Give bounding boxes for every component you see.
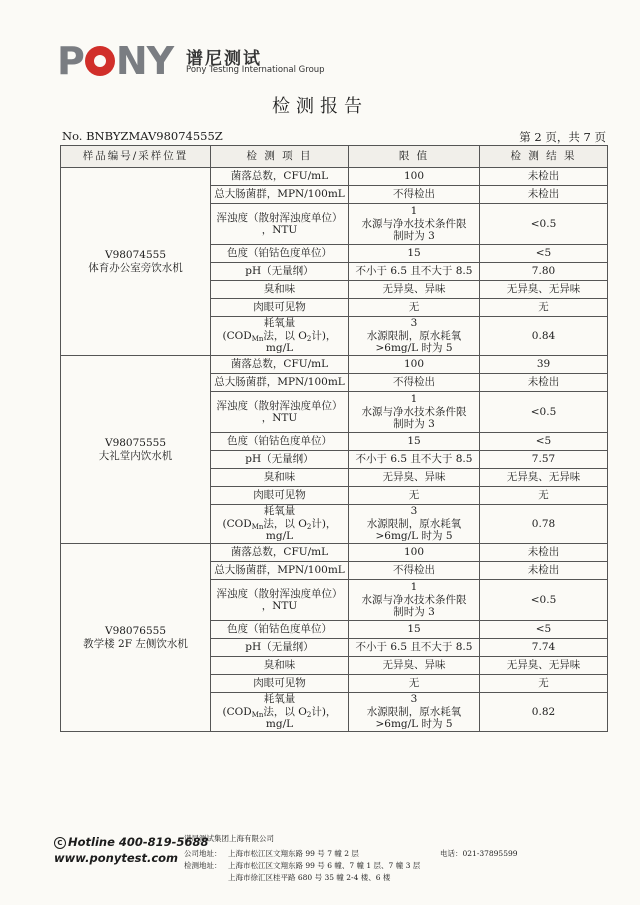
logo-letters-ny: NY bbox=[115, 39, 174, 83]
logo-circle-icon bbox=[85, 46, 115, 76]
limit-value: 不小于 6.5 且不大于 8.5 bbox=[355, 641, 473, 654]
item-name-line1: 浑浊度（散射浑浊度单位） bbox=[216, 211, 343, 224]
result-cell: <0.5 bbox=[480, 204, 608, 245]
limit-cell bbox=[349, 675, 480, 693]
page-title: 检测报告 bbox=[272, 96, 368, 117]
result-cell: <5 bbox=[480, 433, 608, 451]
limit-cell bbox=[349, 562, 480, 580]
item-cell bbox=[211, 675, 349, 693]
limit-value: 100 bbox=[403, 358, 425, 371]
limit-line3: 制时为 3 bbox=[393, 606, 435, 619]
limit-line2: 水源与净水技术条件限 bbox=[361, 593, 467, 606]
limit-value: 不得检出 bbox=[393, 376, 435, 389]
result-cell: 未检出 bbox=[480, 186, 608, 204]
sample-code: V98074555 bbox=[104, 249, 167, 261]
limit-cell bbox=[349, 544, 480, 562]
item-name-line2: ($COD_{Mn}$法，以 $O_2$计)，mg/L bbox=[222, 329, 337, 355]
item-name-line2: ($COD_{Mn}$法，以 $O_2$计)，mg/L bbox=[222, 517, 337, 543]
limit-value: 15 bbox=[407, 623, 421, 636]
result-cell: 7.74 bbox=[480, 639, 608, 657]
limit-value: 不小于 6.5 且不大于 8.5 bbox=[355, 265, 473, 278]
limit-cell bbox=[349, 204, 480, 245]
company-name: 谱尼测试集团上海有限公司 bbox=[184, 834, 274, 843]
brand-name-en: Pony Testing International Group bbox=[186, 65, 325, 75]
limit-cell bbox=[349, 469, 480, 487]
limit-value: 100 bbox=[403, 170, 425, 183]
limit-line3: >6mg/L 时为 5 bbox=[375, 342, 453, 355]
limit-line2: 水源与净水技术条件限 bbox=[361, 217, 467, 230]
item-name: 臭和味 bbox=[263, 659, 296, 672]
table-row bbox=[61, 168, 608, 186]
item-name-line1: 耗氧量 bbox=[263, 693, 296, 706]
hotline-text: Hotline 400-819-5688 bbox=[68, 835, 209, 849]
item-cell bbox=[211, 299, 349, 317]
item-name-line2: ，NTU bbox=[261, 224, 298, 236]
limit-cell bbox=[349, 281, 480, 299]
limit-cell bbox=[349, 433, 480, 451]
item-name-line2: ，NTU bbox=[261, 412, 298, 424]
limit-line3: >6mg/L 时为 5 bbox=[375, 530, 453, 543]
result-cell: <0.5 bbox=[480, 392, 608, 433]
item-cell bbox=[211, 639, 349, 657]
item-name: 菌落总数，CFU/mL bbox=[230, 170, 329, 183]
item-cell bbox=[211, 487, 349, 505]
limit-line2: 水源限制，原水耗氧 bbox=[366, 705, 462, 718]
limit-value: 无异臭、异味 bbox=[382, 659, 446, 672]
result-cell: 0.84 bbox=[480, 317, 608, 356]
header-result: 检 测 结 果 bbox=[480, 146, 608, 168]
result-cell: 0.78 bbox=[480, 505, 608, 544]
item-cell bbox=[211, 317, 349, 356]
limit-value: 无异臭、异味 bbox=[382, 283, 446, 296]
limit-cell bbox=[349, 580, 480, 621]
item-cell bbox=[211, 657, 349, 675]
limit-value: 100 bbox=[403, 546, 425, 559]
limit-value: 无 bbox=[408, 489, 420, 502]
item-cell bbox=[211, 505, 349, 544]
item-name-line1: 浑浊度（散射浑浊度单位） bbox=[216, 399, 343, 412]
results-table bbox=[60, 145, 608, 732]
item-name: 菌落总数，CFU/mL bbox=[230, 358, 329, 371]
limit-cell bbox=[349, 374, 480, 392]
result-cell: 未检出 bbox=[480, 562, 608, 580]
sample-cell bbox=[61, 168, 211, 356]
phone: 电话：021-37895599 bbox=[440, 849, 518, 858]
result-cell: 未检出 bbox=[480, 374, 608, 392]
item-name: 肉眼可见物 bbox=[253, 301, 306, 314]
item-name: pH（无量纲） bbox=[245, 641, 314, 654]
company-address: 上海市松江区文翔东路 99 号 7 幢 2 层 bbox=[228, 849, 359, 858]
result-cell: <5 bbox=[480, 621, 608, 639]
result-cell: 未检出 bbox=[480, 168, 608, 186]
limit-line1: 3 bbox=[410, 317, 418, 330]
limit-cell bbox=[349, 693, 480, 732]
limit-line1: 3 bbox=[410, 505, 418, 518]
item-cell bbox=[211, 469, 349, 487]
result-cell: 0.82 bbox=[480, 693, 608, 732]
limit-line3: 制时为 3 bbox=[393, 418, 435, 431]
sample-location: 大礼堂内饮水机 bbox=[98, 449, 173, 462]
limit-line1: 1 bbox=[410, 393, 418, 406]
logo-letter-p: P bbox=[57, 39, 84, 83]
item-name-line1: 耗氧量 bbox=[263, 505, 296, 518]
limit-cell bbox=[349, 263, 480, 281]
limit-cell bbox=[349, 186, 480, 204]
limit-cell bbox=[349, 487, 480, 505]
item-name-line1: 耗氧量 bbox=[263, 317, 296, 330]
item-cell bbox=[211, 562, 349, 580]
limit-cell bbox=[349, 657, 480, 675]
limit-line2: 水源限制，原水耗氧 bbox=[366, 517, 462, 530]
limit-line3: >6mg/L 时为 5 bbox=[375, 718, 453, 731]
limit-cell bbox=[349, 356, 480, 374]
result-cell: 7.80 bbox=[480, 263, 608, 281]
item-name: 臭和味 bbox=[263, 471, 296, 484]
table-row bbox=[61, 356, 608, 374]
item-name: 肉眼可见物 bbox=[253, 677, 306, 690]
item-cell bbox=[211, 433, 349, 451]
item-cell bbox=[211, 392, 349, 433]
limit-cell bbox=[349, 451, 480, 469]
lab-address-1: 上海市松江区文翔东路 99 号 6 幢、7 幢 1 层、7 幢 3 层 bbox=[228, 861, 421, 870]
limit-cell bbox=[349, 505, 480, 544]
item-name: 总大肠菌群，MPN/100mL bbox=[214, 188, 345, 201]
item-cell bbox=[211, 204, 349, 245]
header-limit: 限 值 bbox=[349, 146, 480, 168]
sample-code: V98076555 bbox=[104, 625, 167, 637]
limit-line2: 水源限制，原水耗氧 bbox=[366, 329, 462, 342]
sample-cell bbox=[61, 544, 211, 732]
item-cell bbox=[211, 580, 349, 621]
limit-cell bbox=[349, 392, 480, 433]
limit-cell bbox=[349, 317, 480, 356]
logo-wordmark bbox=[57, 39, 174, 83]
result-cell: 无 bbox=[480, 487, 608, 505]
sample-location: 教学楼 2F 左侧饮水机 bbox=[83, 637, 188, 650]
table-body bbox=[61, 168, 608, 732]
limit-line2: 水源与净水技术条件限 bbox=[361, 405, 467, 418]
item-cell bbox=[211, 693, 349, 732]
item-cell bbox=[211, 186, 349, 204]
result-cell: 无 bbox=[480, 299, 608, 317]
item-cell bbox=[211, 621, 349, 639]
limit-value: 无 bbox=[408, 677, 420, 690]
item-name: 臭和味 bbox=[263, 283, 296, 296]
item-name-line2: ($COD_{Mn}$法，以 $O_2$计)，mg/L bbox=[222, 705, 337, 731]
limit-cell bbox=[349, 621, 480, 639]
item-cell bbox=[211, 168, 349, 186]
result-cell: 无异臭、无异味 bbox=[480, 657, 608, 675]
item-name: pH（无量纲） bbox=[245, 265, 314, 278]
result-cell: 无异臭、无异味 bbox=[480, 469, 608, 487]
item-name: 菌落总数，CFU/mL bbox=[230, 546, 329, 559]
table-row bbox=[61, 544, 608, 562]
limit-value: 15 bbox=[407, 435, 421, 448]
item-cell bbox=[211, 245, 349, 263]
limit-cell bbox=[349, 299, 480, 317]
limit-cell bbox=[349, 168, 480, 186]
item-cell bbox=[211, 451, 349, 469]
sample-location: 体育办公室旁饮水机 bbox=[88, 261, 183, 274]
limit-line1: 1 bbox=[410, 205, 418, 218]
limit-cell bbox=[349, 639, 480, 657]
result-cell: 未检出 bbox=[480, 544, 608, 562]
item-cell bbox=[211, 374, 349, 392]
limit-cell bbox=[349, 245, 480, 263]
item-cell bbox=[211, 356, 349, 374]
sample-code: V98075555 bbox=[104, 437, 167, 449]
limit-line1: 1 bbox=[410, 581, 418, 594]
item-name: 肉眼可见物 bbox=[253, 489, 306, 502]
item-name: 总大肠菌群，MPN/100mL bbox=[214, 564, 345, 577]
item-name: 色度（铂钴色度单位） bbox=[227, 247, 332, 260]
address-label: 公司地址： bbox=[184, 849, 222, 858]
result-cell: 无 bbox=[480, 675, 608, 693]
limit-value: 不得检出 bbox=[393, 188, 435, 201]
table-header-row bbox=[61, 146, 608, 168]
item-cell bbox=[211, 544, 349, 562]
limit-value: 无异臭、异味 bbox=[382, 471, 446, 484]
sample-cell bbox=[61, 356, 211, 544]
limit-value: 15 bbox=[407, 247, 421, 260]
result-cell: 39 bbox=[480, 356, 608, 374]
result-cell: <0.5 bbox=[480, 580, 608, 621]
page-number: 第 2 页，共 7 页 bbox=[519, 130, 606, 144]
brand-name-cn: 谱尼测试 bbox=[186, 49, 262, 69]
result-cell: 7.57 bbox=[480, 451, 608, 469]
header-item: 检 测 项 目 bbox=[211, 146, 349, 168]
lab-address-label: 检测地址： bbox=[184, 861, 222, 870]
website: www.ponytest.com bbox=[54, 851, 179, 865]
item-cell bbox=[211, 281, 349, 299]
copyright-icon: C bbox=[54, 837, 66, 849]
item-name: pH（无量纲） bbox=[245, 453, 314, 466]
result-cell: 无异臭、无异味 bbox=[480, 281, 608, 299]
pony-logo bbox=[57, 39, 174, 83]
item-name: 色度（铂钴色度单位） bbox=[227, 623, 332, 636]
result-cell: <5 bbox=[480, 245, 608, 263]
item-name: 色度（铂钴色度单位） bbox=[227, 435, 332, 448]
limit-line3: 制时为 3 bbox=[393, 230, 435, 243]
header-sample: 样品编号/采样位置 bbox=[61, 146, 211, 168]
report-number: No. BNBYZMAV98074555Z bbox=[62, 129, 223, 143]
limit-value: 不得检出 bbox=[393, 564, 435, 577]
item-cell bbox=[211, 263, 349, 281]
limit-line1: 3 bbox=[410, 693, 418, 706]
limit-value: 无 bbox=[408, 301, 420, 314]
item-name-line2: ，NTU bbox=[261, 600, 298, 612]
lab-address-2: 上海市徐汇区桂平路 680 号 35 幢 2-4 楼、6 楼 bbox=[228, 873, 391, 882]
item-name: 总大肠菌群，MPN/100mL bbox=[214, 376, 345, 389]
item-name-line1: 浑浊度（散射浑浊度单位） bbox=[216, 587, 343, 600]
limit-value: 不小于 6.5 且不大于 8.5 bbox=[355, 453, 473, 466]
